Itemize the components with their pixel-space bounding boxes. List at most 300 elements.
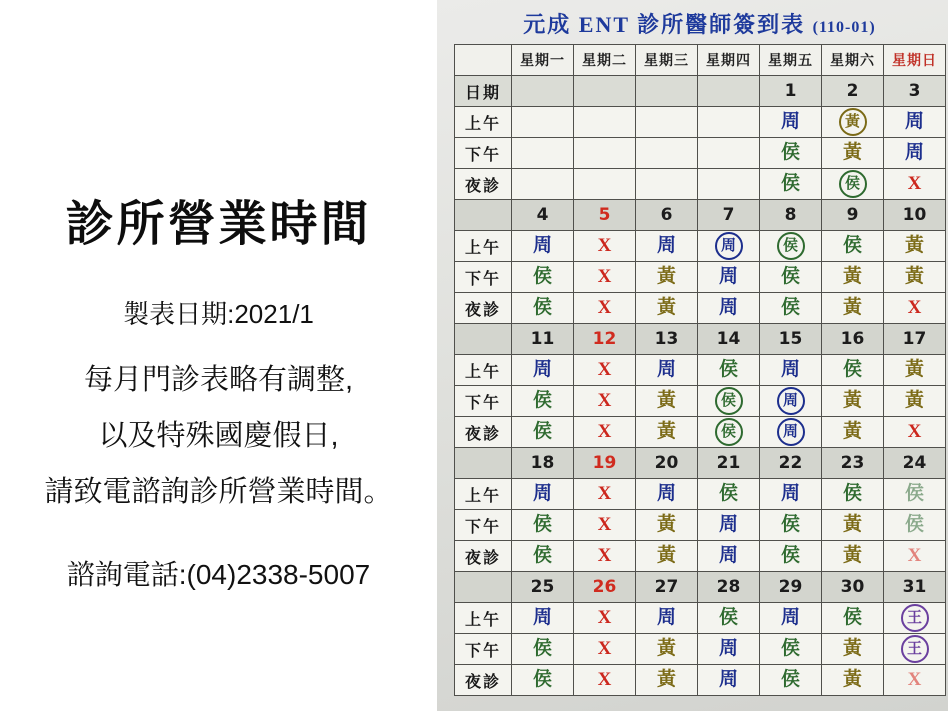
date-number: 4 <box>536 205 549 225</box>
signin-cell <box>636 541 698 572</box>
stamp: 侯 <box>780 297 800 318</box>
signin-cell <box>512 479 574 510</box>
date-row <box>455 76 946 107</box>
signin-cell <box>698 603 760 634</box>
date-cell <box>512 76 574 107</box>
signin-cell <box>636 355 698 386</box>
stamp: 侯 <box>532 669 552 690</box>
signin-cell <box>636 603 698 634</box>
date-row-label <box>455 324 512 355</box>
stamp: 黃 <box>842 421 862 442</box>
shift-label-text: 上午 <box>464 487 501 505</box>
signin-cell <box>884 293 946 324</box>
shift-row-label <box>455 479 512 510</box>
signin-cell <box>884 355 946 386</box>
date-number: 19 <box>592 453 617 473</box>
signin-cell <box>884 169 946 200</box>
signin-cell <box>760 262 822 293</box>
shift-row <box>455 355 946 386</box>
date-row <box>455 200 946 231</box>
date-number: 16 <box>840 329 865 349</box>
shift-row-label <box>455 355 512 386</box>
signin-cell <box>698 169 760 200</box>
signin-cell <box>636 107 698 138</box>
stamp: 侯 <box>780 514 800 535</box>
signin-cell <box>822 293 884 324</box>
stamp: 黃 <box>656 545 676 566</box>
stamp: 黃 <box>904 235 924 256</box>
signin-cell <box>760 293 822 324</box>
signin-cell <box>512 510 574 541</box>
signin-cell <box>698 541 760 572</box>
signin-cell <box>760 138 822 169</box>
stamp: 周 <box>780 607 800 628</box>
signin-cell <box>512 386 574 417</box>
stamp: 黃 <box>656 669 676 690</box>
signin-cell <box>884 541 946 572</box>
stamp: 侯 <box>532 390 552 411</box>
stamp: 周 <box>718 297 738 318</box>
stamp-circled: 侯 <box>715 418 743 446</box>
stamp: 周 <box>718 545 738 566</box>
date-number: 27 <box>654 577 679 597</box>
signin-cell <box>574 169 636 200</box>
signin-cell <box>822 262 884 293</box>
signin-cell <box>760 417 822 448</box>
signin-cell <box>512 355 574 386</box>
stamp: 侯 <box>842 607 862 628</box>
date-cell <box>760 324 822 355</box>
stamp: 黃 <box>656 390 676 411</box>
stamp: X <box>597 390 612 411</box>
stamp: X <box>597 638 612 659</box>
date-number: 17 <box>902 329 927 349</box>
date-cell <box>636 448 698 479</box>
stamp-circled: 王 <box>901 635 929 663</box>
stamp: 周 <box>780 483 800 504</box>
signin-cell <box>822 603 884 634</box>
stamp-circled: 侯 <box>839 170 867 198</box>
shift-row <box>455 262 946 293</box>
stamp: 黃 <box>842 669 862 690</box>
stamp: 侯 <box>780 545 800 566</box>
notice-line-2: 以及特殊國慶假日, <box>98 420 339 453</box>
signin-cell <box>822 355 884 386</box>
stamp-circled: 侯 <box>777 232 805 260</box>
stamp: 侯 <box>780 266 800 287</box>
signin-cell <box>822 541 884 572</box>
stamp-circled: 侯 <box>715 387 743 415</box>
date-cell <box>512 200 574 231</box>
signin-cell <box>698 417 760 448</box>
date-cell <box>698 448 760 479</box>
shift-label-text: 夜診 <box>464 673 501 691</box>
signin-cell <box>512 541 574 572</box>
date-number: 15 <box>778 329 803 349</box>
notice-text <box>44 359 392 527</box>
signin-cell <box>512 107 574 138</box>
date-cell <box>822 200 884 231</box>
signin-cell <box>512 231 574 262</box>
stamp: 侯 <box>718 483 738 504</box>
date-number: 26 <box>592 577 617 597</box>
stamp: 周 <box>904 142 924 163</box>
weekday-header: 星期六 <box>822 45 884 76</box>
stamp: 黃 <box>656 266 676 287</box>
signin-cell <box>636 510 698 541</box>
stamp: 侯 <box>718 607 738 628</box>
date-cell <box>760 572 822 603</box>
stamp: 黃 <box>842 297 862 318</box>
shift-row <box>455 293 946 324</box>
stamp: 黃 <box>842 390 862 411</box>
signin-cell <box>760 386 822 417</box>
date-cell <box>636 324 698 355</box>
stamp-circled: 周 <box>777 418 805 446</box>
stamp: 黃 <box>842 638 862 659</box>
signin-cell <box>760 231 822 262</box>
stamp: 侯 <box>780 173 800 194</box>
stamp: 侯 <box>532 297 552 318</box>
shift-label-text: 上午 <box>464 115 501 133</box>
date-number: 10 <box>902 205 927 225</box>
stamp: X <box>597 297 612 318</box>
stamp: 侯 <box>532 421 552 442</box>
signin-cell <box>884 665 946 696</box>
shift-row <box>455 510 946 541</box>
date-row-label <box>455 76 512 107</box>
stamp-circled: 周 <box>777 387 805 415</box>
signin-cell <box>636 169 698 200</box>
signin-cell <box>822 386 884 417</box>
signin-cell <box>512 138 574 169</box>
stamp: 黃 <box>904 390 924 411</box>
schedule-title <box>454 8 945 39</box>
date-cell <box>698 572 760 603</box>
date-number: 30 <box>840 577 865 597</box>
stamp: X <box>597 545 612 566</box>
shift-row-label <box>455 665 512 696</box>
corner-cell <box>455 45 512 76</box>
signin-cell <box>760 169 822 200</box>
date-cell <box>512 572 574 603</box>
signin-cell <box>574 634 636 665</box>
made-date-line: 製表日期:2021/1 <box>123 299 314 329</box>
date-number: 24 <box>902 453 927 473</box>
stamp: 黃 <box>656 421 676 442</box>
signin-cell <box>574 541 636 572</box>
signin-cell <box>698 231 760 262</box>
stamp: 周 <box>532 607 552 628</box>
signin-cell <box>760 355 822 386</box>
signin-cell <box>884 262 946 293</box>
shift-row <box>455 138 946 169</box>
phone-line: 諮詢電話:(04)2338-5007 <box>66 559 371 591</box>
shift-label-text: 下午 <box>464 146 501 164</box>
signin-cell <box>698 510 760 541</box>
date-number: 25 <box>530 577 555 597</box>
signin-cell <box>574 386 636 417</box>
date-cell <box>574 324 636 355</box>
shift-label-text: 夜診 <box>464 549 501 567</box>
signin-cell <box>636 386 698 417</box>
date-number: 21 <box>716 453 741 473</box>
stamp: 黃 <box>656 514 676 535</box>
date-cell <box>698 200 760 231</box>
signin-cell <box>884 417 946 448</box>
stamp: 侯 <box>718 359 738 380</box>
signin-cell <box>822 138 884 169</box>
date-cell <box>698 324 760 355</box>
stamp: 侯 <box>532 514 552 535</box>
shift-row-label <box>455 417 512 448</box>
signin-cell <box>760 603 822 634</box>
stamp: 侯 <box>532 266 552 287</box>
signin-cell <box>512 665 574 696</box>
stamp: 黃 <box>842 266 862 287</box>
signin-cell <box>574 107 636 138</box>
date-cell <box>574 200 636 231</box>
stamp: 周 <box>656 359 676 380</box>
date-number: 12 <box>592 329 617 349</box>
shift-row <box>455 107 946 138</box>
shift-row-label <box>455 541 512 572</box>
date-number: 22 <box>778 453 803 473</box>
date-number: 11 <box>530 329 555 349</box>
signin-cell <box>822 510 884 541</box>
stamp: 周 <box>532 359 552 380</box>
shift-row <box>455 479 946 510</box>
stamp: 周 <box>656 483 676 504</box>
doctor-signin-table <box>454 44 946 696</box>
date-cell <box>698 76 760 107</box>
notice-line-1: 每月門診表略有調整, <box>83 364 354 396</box>
signin-cell <box>884 479 946 510</box>
signin-cell <box>636 138 698 169</box>
schedule-title-text: 元成 ENT 診所醫師簽到表 <box>523 12 806 37</box>
date-cell <box>512 324 574 355</box>
date-number: 29 <box>778 577 803 597</box>
signin-cell <box>512 603 574 634</box>
shift-label-text: 下午 <box>464 270 501 288</box>
signin-cell <box>884 510 946 541</box>
shift-label-text: 下午 <box>464 394 501 412</box>
stamp-circled: 王 <box>901 604 929 632</box>
signin-cell <box>512 293 574 324</box>
date-number: 23 <box>840 453 865 473</box>
stamp: 周 <box>532 235 552 256</box>
signin-cell <box>636 479 698 510</box>
date-cell <box>574 572 636 603</box>
shift-row-label <box>455 107 512 138</box>
stamp: X <box>597 359 612 380</box>
shift-row-label <box>455 138 512 169</box>
stamp: 黃 <box>842 142 862 163</box>
shift-label-text: 夜診 <box>464 177 501 195</box>
stamp: X <box>907 421 922 442</box>
signin-cell <box>698 479 760 510</box>
clinic-hours-panel <box>0 0 437 711</box>
date-row-label <box>455 200 512 231</box>
date-cell <box>636 200 698 231</box>
weekday-header: 星期日 <box>884 45 946 76</box>
shift-row-label <box>455 169 512 200</box>
signin-cell <box>822 417 884 448</box>
signin-cell <box>636 293 698 324</box>
shift-row-label <box>455 603 512 634</box>
stamp-circled: 黃 <box>839 108 867 136</box>
shift-label-text: 夜診 <box>464 301 501 319</box>
date-number: 14 <box>716 329 741 349</box>
date-cell <box>760 200 822 231</box>
stamp: 侯 <box>780 142 800 163</box>
signin-cell <box>884 603 946 634</box>
signin-cell <box>574 417 636 448</box>
signin-cell <box>822 231 884 262</box>
date-cell <box>884 572 946 603</box>
stamp: X <box>907 669 922 690</box>
date-number: 7 <box>722 205 735 225</box>
signin-cell <box>636 634 698 665</box>
signin-cell <box>822 479 884 510</box>
signin-cell <box>884 231 946 262</box>
stamp: 黃 <box>904 266 924 287</box>
signin-cell <box>760 479 822 510</box>
weekday-header: 星期四 <box>698 45 760 76</box>
signin-cell <box>512 169 574 200</box>
stamp: 周 <box>718 266 738 287</box>
signin-cell <box>884 138 946 169</box>
signin-cell <box>884 634 946 665</box>
schedule-title-period: (110-01) <box>812 19 876 36</box>
notice-line-3: 請致電諮詢診所營業時間。 <box>44 476 393 509</box>
stamp: X <box>907 297 922 318</box>
shift-label-text: 夜診 <box>464 425 501 443</box>
date-number: 3 <box>908 81 921 101</box>
stamp: X <box>597 483 612 504</box>
schedule-photo <box>437 0 948 711</box>
stamp: X <box>597 607 612 628</box>
date-number: 13 <box>654 329 679 349</box>
stamp: 侯 <box>904 514 924 535</box>
shift-row <box>455 386 946 417</box>
date-row-label <box>455 572 512 603</box>
shift-label-text: 下午 <box>464 518 501 536</box>
stamp: X <box>907 545 922 566</box>
date-row <box>455 448 946 479</box>
signin-cell <box>636 231 698 262</box>
stamp: X <box>597 514 612 535</box>
stamp: 侯 <box>842 483 862 504</box>
shift-row <box>455 541 946 572</box>
signin-cell <box>512 417 574 448</box>
stamp: 周 <box>532 483 552 504</box>
signin-cell <box>574 665 636 696</box>
signin-cell <box>574 138 636 169</box>
signin-cell <box>698 293 760 324</box>
signin-cell <box>760 541 822 572</box>
stamp: 侯 <box>904 483 924 504</box>
signin-cell <box>636 262 698 293</box>
signin-cell <box>636 665 698 696</box>
stamp: 黃 <box>656 297 676 318</box>
signin-cell <box>574 510 636 541</box>
stamp: 侯 <box>842 235 862 256</box>
date-cell <box>884 324 946 355</box>
shift-row-label <box>455 262 512 293</box>
signin-cell <box>884 107 946 138</box>
date-number: 2 <box>846 81 859 101</box>
signin-cell <box>512 262 574 293</box>
stamp: 周 <box>718 669 738 690</box>
shift-row-label <box>455 510 512 541</box>
stamp: 周 <box>780 359 800 380</box>
signin-cell <box>574 603 636 634</box>
date-number: 18 <box>530 453 555 473</box>
date-cell <box>760 448 822 479</box>
shift-row <box>455 603 946 634</box>
stamp: 周 <box>904 111 924 132</box>
signin-cell <box>698 107 760 138</box>
stamp: 周 <box>718 638 738 659</box>
date-cell <box>884 448 946 479</box>
signin-cell <box>760 510 822 541</box>
signin-cell <box>698 138 760 169</box>
date-number: 1 <box>784 81 797 101</box>
stamp-circled: 周 <box>715 232 743 260</box>
signin-cell <box>636 417 698 448</box>
stamp: 周 <box>718 514 738 535</box>
stamp: 周 <box>656 235 676 256</box>
stamp: 侯 <box>780 638 800 659</box>
stamp: 侯 <box>842 359 862 380</box>
signin-cell <box>574 231 636 262</box>
date-cell <box>822 324 884 355</box>
weekday-header: 星期二 <box>574 45 636 76</box>
signin-cell <box>760 634 822 665</box>
date-cell <box>512 448 574 479</box>
stamp: 黃 <box>842 545 862 566</box>
stamp: X <box>597 266 612 287</box>
date-number: 9 <box>846 205 859 225</box>
clinic-hours-title: 診所營業時間 <box>65 198 372 251</box>
shift-row <box>455 169 946 200</box>
shift-row-label <box>455 634 512 665</box>
date-cell <box>636 76 698 107</box>
shift-label-text: 上午 <box>464 239 501 257</box>
stamp: 周 <box>780 111 800 132</box>
stamp: 周 <box>656 607 676 628</box>
signin-cell <box>512 634 574 665</box>
date-number: 5 <box>598 205 611 225</box>
date-cell <box>822 572 884 603</box>
signin-cell <box>698 665 760 696</box>
shift-row <box>455 634 946 665</box>
date-number: 8 <box>784 205 797 225</box>
stamp: 侯 <box>532 545 552 566</box>
weekday-header: 星期五 <box>760 45 822 76</box>
stamp: X <box>907 173 922 194</box>
date-cell <box>884 76 946 107</box>
date-row <box>455 324 946 355</box>
weekday-header: 星期三 <box>636 45 698 76</box>
stamp: X <box>597 669 612 690</box>
date-cell <box>822 448 884 479</box>
shift-row <box>455 231 946 262</box>
signin-cell <box>574 479 636 510</box>
signin-cell <box>574 262 636 293</box>
signin-cell <box>884 386 946 417</box>
